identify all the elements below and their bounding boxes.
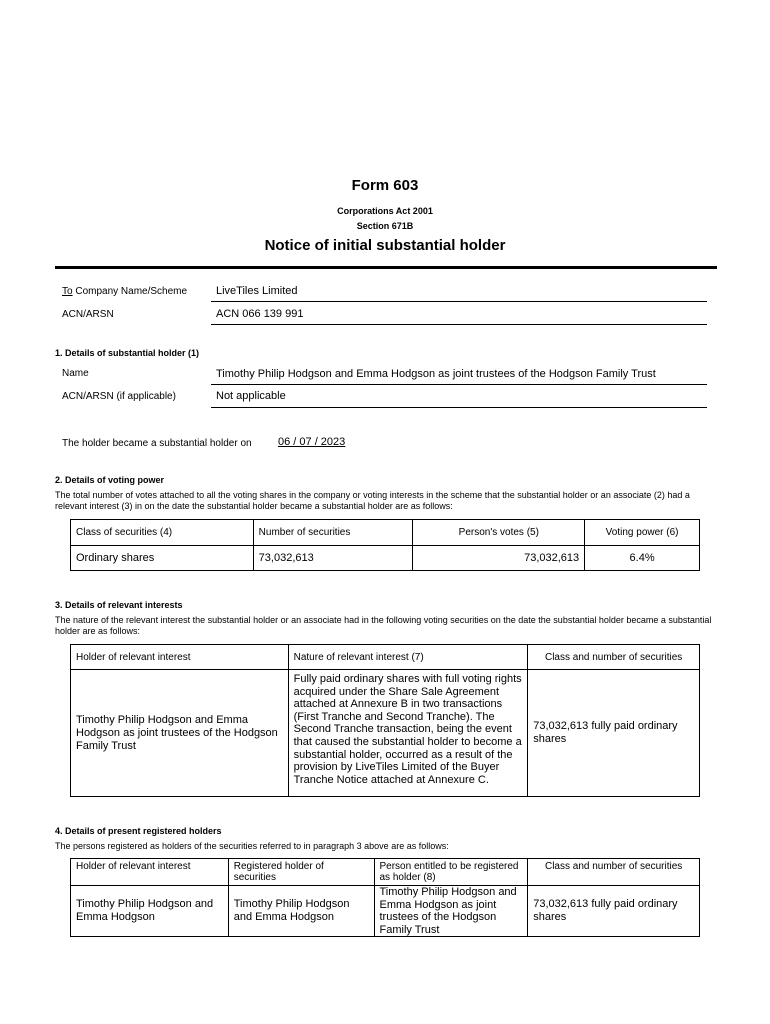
col-header: Voting power (6) xyxy=(585,520,700,546)
table-cell: Timothy Philip Hodgson and Emma Hodgson as joint trustees of the Hodgson Family Trust xyxy=(374,886,528,937)
holder-name-label: Name xyxy=(62,368,89,379)
table-header-row xyxy=(71,520,700,546)
section2-description: The total number of votes attached to all the voting shares in the company or voting interests in the scheme that the substantial holder or an associate (2) had a relevant interest (3) in on the date the substantial holder became a substantial holder are as follows: xyxy=(55,490,690,511)
col-header: Number of securities xyxy=(253,520,413,546)
col-header: Person's votes (5) xyxy=(413,520,585,546)
holder-acn-label: ACN/ARSN (if applicable) xyxy=(62,391,176,402)
title-rule xyxy=(55,266,717,269)
table-cell: Ordinary shares xyxy=(71,546,254,571)
section-name: Section 671B xyxy=(356,221,414,231)
section2-heading: 2. Details of voting power xyxy=(55,475,165,485)
section3-description: The nature of the relevant interest the substantial holder or an associate had in the following voting securities on the date the substantial holder became a substantial holder are as follows: xyxy=(55,615,712,636)
to-prefix: To xyxy=(62,286,73,297)
table-cell: 73,032,613 xyxy=(413,546,585,571)
section3-heading: 3. Details of relevant interests xyxy=(55,600,183,610)
col-header: Nature of relevant interest (7) xyxy=(288,645,528,670)
holder-acn-value: Not applicable xyxy=(216,390,286,402)
table-row xyxy=(71,670,700,797)
holder-name-value: Timothy Philip Hodgson and Emma Hodgson as joint trustees of the Hodgson Family Trust xyxy=(216,368,656,380)
holder-name-underline xyxy=(211,384,707,385)
col-header: Class and number of securities xyxy=(528,645,700,670)
company-value: LiveTiles Limited xyxy=(216,285,298,297)
to-company-label xyxy=(62,286,187,297)
table-header-row xyxy=(71,645,700,670)
company-underline xyxy=(211,301,707,302)
col-header: Class of securities (4) xyxy=(71,520,254,546)
col-header: Holder of relevant interest xyxy=(71,859,229,886)
table-cell: 73,032,613 fully paid ordinary shares xyxy=(528,886,700,937)
relevant-interests-table xyxy=(70,644,700,797)
voting-power-table xyxy=(70,519,700,571)
section4-description: The persons registered as holders of the securities referred to in paragraph 3 above are as follows: xyxy=(55,841,449,851)
table-header-row xyxy=(71,859,700,886)
col-header: Class and number of securities xyxy=(528,859,700,886)
table-cell: Timothy Philip Hodgson and Emma Hodgson xyxy=(71,886,229,937)
section4-heading: 4. Details of present registered holders xyxy=(55,826,222,836)
acn-underline xyxy=(211,324,707,325)
company-label: Company Name/Scheme xyxy=(75,286,188,297)
col-header: Holder of relevant interest xyxy=(71,645,289,670)
table-cell: 73,032,613 xyxy=(253,546,413,571)
holder-acn-underline xyxy=(211,407,707,408)
table-row xyxy=(71,886,700,937)
table-cell: 73,032,613 fully paid ordinary shares xyxy=(528,670,700,797)
act-name: Corporations Act 2001 xyxy=(337,206,433,216)
date-value: 06 / 07 / 2023 xyxy=(278,436,346,448)
acn-value: ACN 066 139 991 xyxy=(216,308,304,320)
table-cell: 6.4% xyxy=(585,546,700,571)
table-cell: Timothy Philip Hodgson and Emma Hodgson as joint trustees of the Hodgson Family Trust xyxy=(71,670,289,797)
notice-title: Notice of initial substantial holder xyxy=(264,237,506,254)
acn-label: ACN/ARSN xyxy=(62,309,114,320)
section1-heading: 1. Details of substantial holder (1) xyxy=(55,348,200,358)
form-title: Form 603 xyxy=(351,177,419,194)
col-header: Registered holder of securities xyxy=(228,859,374,886)
col-header: Person entitled to be registered as holder (8) xyxy=(374,859,528,886)
date-label: The holder became a substantial holder on xyxy=(62,438,252,449)
registered-holders-table xyxy=(70,858,700,937)
table-row xyxy=(71,546,700,571)
table-cell: Timothy Philip Hodgson and Emma Hodgson xyxy=(228,886,374,937)
table-cell: Fully paid ordinary shares with full voting rights acquired under the Share Sale Agreement attached at Annexure B in two transactions (First Tranche and Second Tranche). The Second Tranche transaction, being the event that caused the substantial holder to become a substantial holder, occurred as a result of the provision by LiveTiles Limited of the Buyer Tranche Notice attached at Annexure C. xyxy=(288,670,528,797)
